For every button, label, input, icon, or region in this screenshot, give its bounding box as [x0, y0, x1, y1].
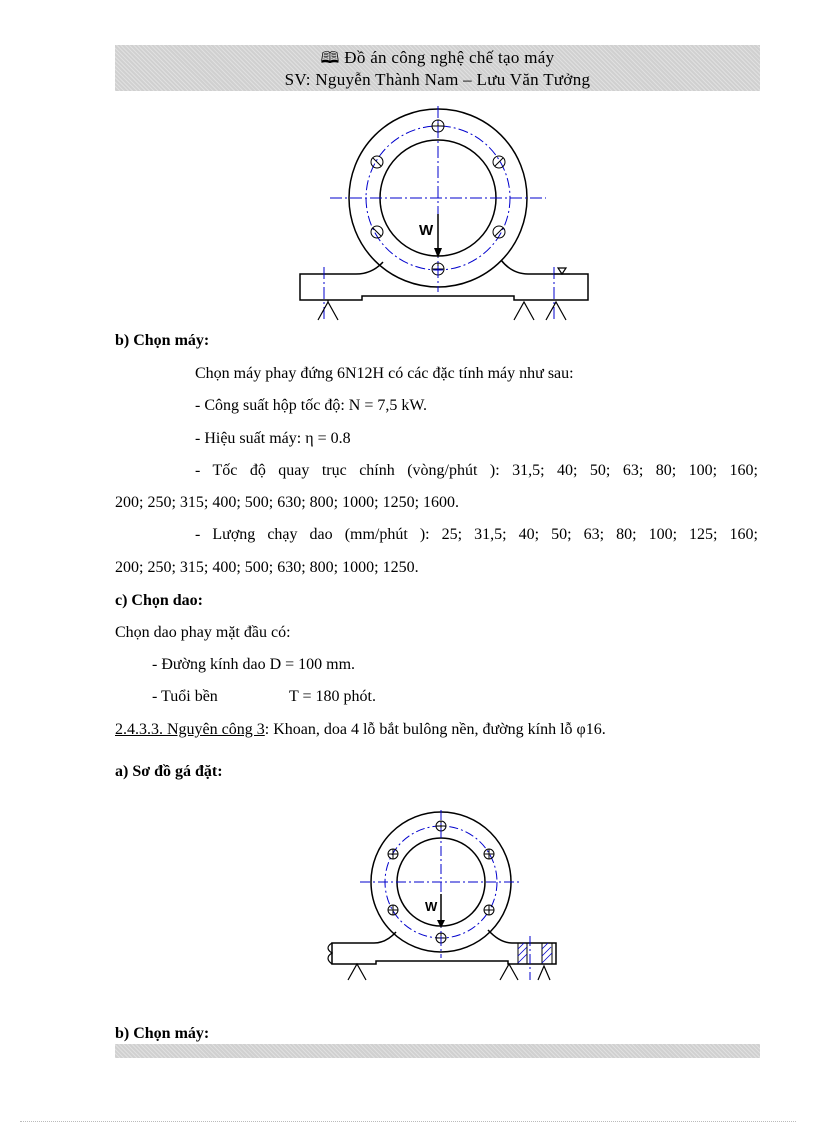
base-outline	[300, 260, 588, 300]
page-header	[115, 45, 760, 91]
page-edge	[20, 1121, 796, 1122]
bushing-hatch	[518, 943, 552, 964]
spindle-speeds-line2: 200; 250; 315; 400; 500; 630; 800; 1000; 1250; 1600.	[115, 494, 460, 511]
cutter-diameter: - Đường kính dao D = 100 mm.	[152, 656, 356, 673]
figure-fixture-diagram-2	[320, 808, 560, 983]
feed-rates-line2: 200; 250; 315; 400; 500; 630; 800; 1000; 1250.	[115, 559, 419, 576]
book-icon: 🕮	[320, 50, 340, 67]
svg-text:W: W	[419, 222, 434, 239]
spindle-speeds-line1: - Tốc độ quay trục chính (vòng/phút ): 31,5; 40; 50; 63; 80; 100; 160;	[195, 462, 758, 479]
cutter-life-value: T = 180 phót.	[289, 688, 376, 705]
center-lines	[360, 810, 530, 980]
center-lines	[324, 106, 554, 322]
header-students: SV: Nguyễn Thành Nam – Lưu Văn Tưởng	[284, 70, 591, 89]
figure-fixture-diagram-1	[290, 102, 590, 327]
page-footer	[115, 1044, 760, 1058]
force-arrow	[425, 894, 445, 928]
machine-efficiency: - Hiệu suất máy: η = 0.8	[195, 430, 351, 447]
machine-intro: Chọn máy phay đứng 6N12H có các đặc tính máy như sau:	[195, 365, 574, 382]
heading-chon-may: b) Chọn máy:	[115, 332, 210, 349]
heading-chon-dao: c) Chọn dao:	[115, 592, 204, 609]
cutter-life-label: - Tuổi bền	[152, 688, 218, 705]
svg-text:W: W	[425, 899, 438, 914]
operation-3	[115, 720, 606, 740]
force-arrow	[419, 214, 442, 258]
cutter-intro: Chọn dao phay mặt đầu có:	[115, 624, 291, 641]
heading-chon-may-2: b) Chọn máy:	[115, 1025, 210, 1042]
machine-power: - Công suất hộp tốc độ: N = 7,5 kW.	[195, 397, 427, 414]
support-symbols	[318, 268, 570, 320]
heading-so-do-ga-dat: a) Sơ đồ gá đặt:	[115, 763, 223, 780]
header-title: Đồ án công nghệ chế tạo máy	[344, 48, 555, 67]
feed-rates-line1: - Lượng chạy dao (mm/phút ): 25; 31,5; 40; 50; 63; 80; 100; 125; 160;	[195, 526, 758, 543]
support-symbols	[348, 964, 550, 980]
operation-3-text: : Khoan, doa 4 lỗ bắt bulông nền, đường kính lỗ φ16.	[264, 721, 606, 738]
operation-3-number: 2.4.3.3. Nguyên công 3	[115, 721, 265, 738]
